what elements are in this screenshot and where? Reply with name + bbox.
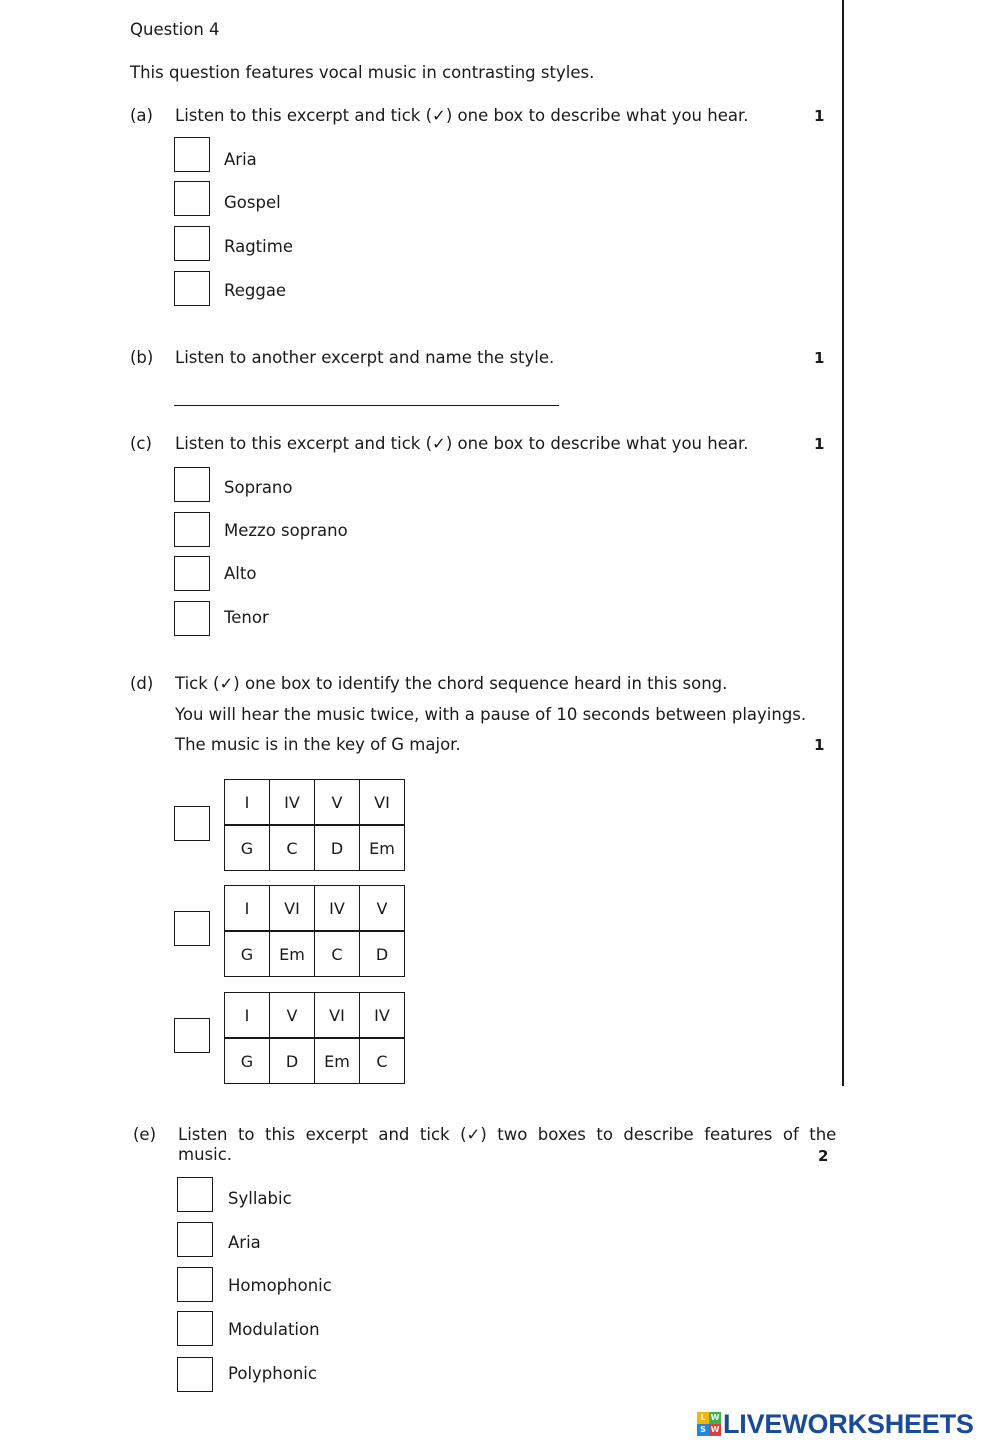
chord-table-1 (224, 779, 405, 871)
logo-tile: L (697, 1412, 709, 1424)
part-e-label: (e) (133, 1125, 157, 1144)
numeral-cell: VI (270, 886, 315, 932)
checkbox-sequence-1[interactable] (174, 806, 210, 841)
option-ragtime: Ragtime (224, 237, 293, 256)
option-reggae: Reggae (224, 281, 287, 300)
option-gospel: Gospel (224, 193, 281, 212)
option-modulation: Modulation (228, 1320, 320, 1339)
part-b-label: (b) (130, 348, 154, 367)
part-e-marks: 2 (818, 1147, 829, 1165)
part-e-prompt-line-1: Listen to this excerpt and tick (✓) two boxes to describe features of the (178, 1125, 837, 1144)
numeral-cell: VI (360, 780, 405, 826)
chord-cell: C (360, 1038, 405, 1084)
numeral-cell: VI (315, 993, 360, 1039)
checkbox-polyphonic[interactable] (177, 1357, 213, 1392)
part-d-line-1: Tick (✓) one box to identify the chord sequence heard in this song. (175, 674, 728, 693)
style-answer-line[interactable] (174, 405, 559, 406)
logo-tile: W (710, 1413, 720, 1422)
part-c-label: (c) (130, 434, 152, 453)
numeral-cell: V (270, 993, 315, 1039)
option-mezzo-soprano: Mezzo soprano (224, 521, 348, 540)
option-homophonic: Homophonic (228, 1276, 332, 1295)
numeral-cell: I (225, 993, 270, 1039)
chord-cell: D (270, 1038, 315, 1084)
chord-cell: G (225, 931, 270, 977)
option-aria: Aria (224, 150, 257, 169)
part-a-prompt: Listen to this excerpt and tick (✓) one box to describe what you hear. (175, 106, 749, 125)
checkbox-mezzo-soprano[interactable] (174, 512, 210, 547)
chord-cell: Em (360, 825, 405, 871)
chord-cell: G (225, 825, 270, 871)
chord-cell: Em (270, 931, 315, 977)
part-a-label: (a) (130, 106, 153, 125)
checkbox-ragtime[interactable] (174, 226, 210, 261)
part-b-prompt: Listen to another excerpt and name the style. (175, 348, 555, 367)
part-c-prompt: Listen to this excerpt and tick (✓) one box to describe what you hear. (175, 434, 749, 453)
chord-table-3 (224, 992, 405, 1084)
checkbox-aria-e[interactable] (177, 1222, 213, 1257)
numeral-cell: V (360, 886, 405, 932)
option-aria-e: Aria (228, 1233, 261, 1252)
numeral-cell: IV (360, 993, 405, 1039)
part-d-marks: 1 (814, 736, 825, 754)
margin-rule (842, 0, 844, 1086)
part-e-prompt-line-2: music. (178, 1145, 233, 1164)
numeral-cell: IV (315, 886, 360, 932)
checkbox-soprano[interactable] (174, 467, 210, 502)
chord-cell: G (225, 1038, 270, 1084)
part-a-marks: 1 (814, 107, 825, 125)
chord-cell: D (360, 931, 405, 977)
chord-cell: C (270, 825, 315, 871)
part-b-marks: 1 (814, 349, 825, 367)
numeral-cell: I (225, 780, 270, 826)
checkbox-reggae[interactable] (174, 271, 210, 306)
part-d-label: (d) (130, 674, 154, 693)
numeral-cell: V (315, 780, 360, 826)
checkbox-gospel[interactable] (174, 181, 210, 216)
liveworksheets-brand[interactable] (697, 1407, 974, 1441)
part-d-line-3: The music is in the key of G major. (175, 735, 461, 754)
numeral-cell: IV (270, 780, 315, 826)
option-polyphonic: Polyphonic (228, 1364, 317, 1383)
brand-name: LIVEWORKSHEETS (723, 1408, 974, 1439)
checkbox-alto[interactable] (174, 556, 210, 591)
chord-cell: C (315, 931, 360, 977)
checkbox-sequence-2[interactable] (174, 911, 210, 946)
chord-cell: Em (315, 1038, 360, 1084)
checkbox-modulation[interactable] (177, 1311, 213, 1346)
logo-tile: S (697, 1424, 709, 1436)
numeral-cell: I (225, 886, 270, 932)
option-syllabic: Syllabic (228, 1189, 292, 1208)
question-intro: This question features vocal music in contrasting styles. (130, 63, 595, 82)
option-soprano: Soprano (224, 478, 293, 497)
chord-cell: D (315, 825, 360, 871)
logo-tile: W (710, 1425, 720, 1434)
part-c-marks: 1 (814, 435, 825, 453)
part-d-line-2: You will hear the music twice, with a pause of 10 seconds between playings. (175, 705, 807, 724)
checkbox-sequence-3[interactable] (174, 1018, 210, 1053)
chord-table-2 (224, 885, 405, 977)
checkbox-syllabic[interactable] (177, 1177, 213, 1212)
option-tenor: Tenor (224, 608, 269, 627)
question-title: Question 4 (130, 20, 220, 39)
checkbox-homophonic[interactable] (177, 1267, 213, 1302)
checkbox-aria[interactable] (174, 137, 210, 172)
option-alto: Alto (224, 564, 257, 583)
checkbox-tenor[interactable] (174, 601, 210, 636)
liveworksheets-logo-icon (697, 1412, 721, 1436)
